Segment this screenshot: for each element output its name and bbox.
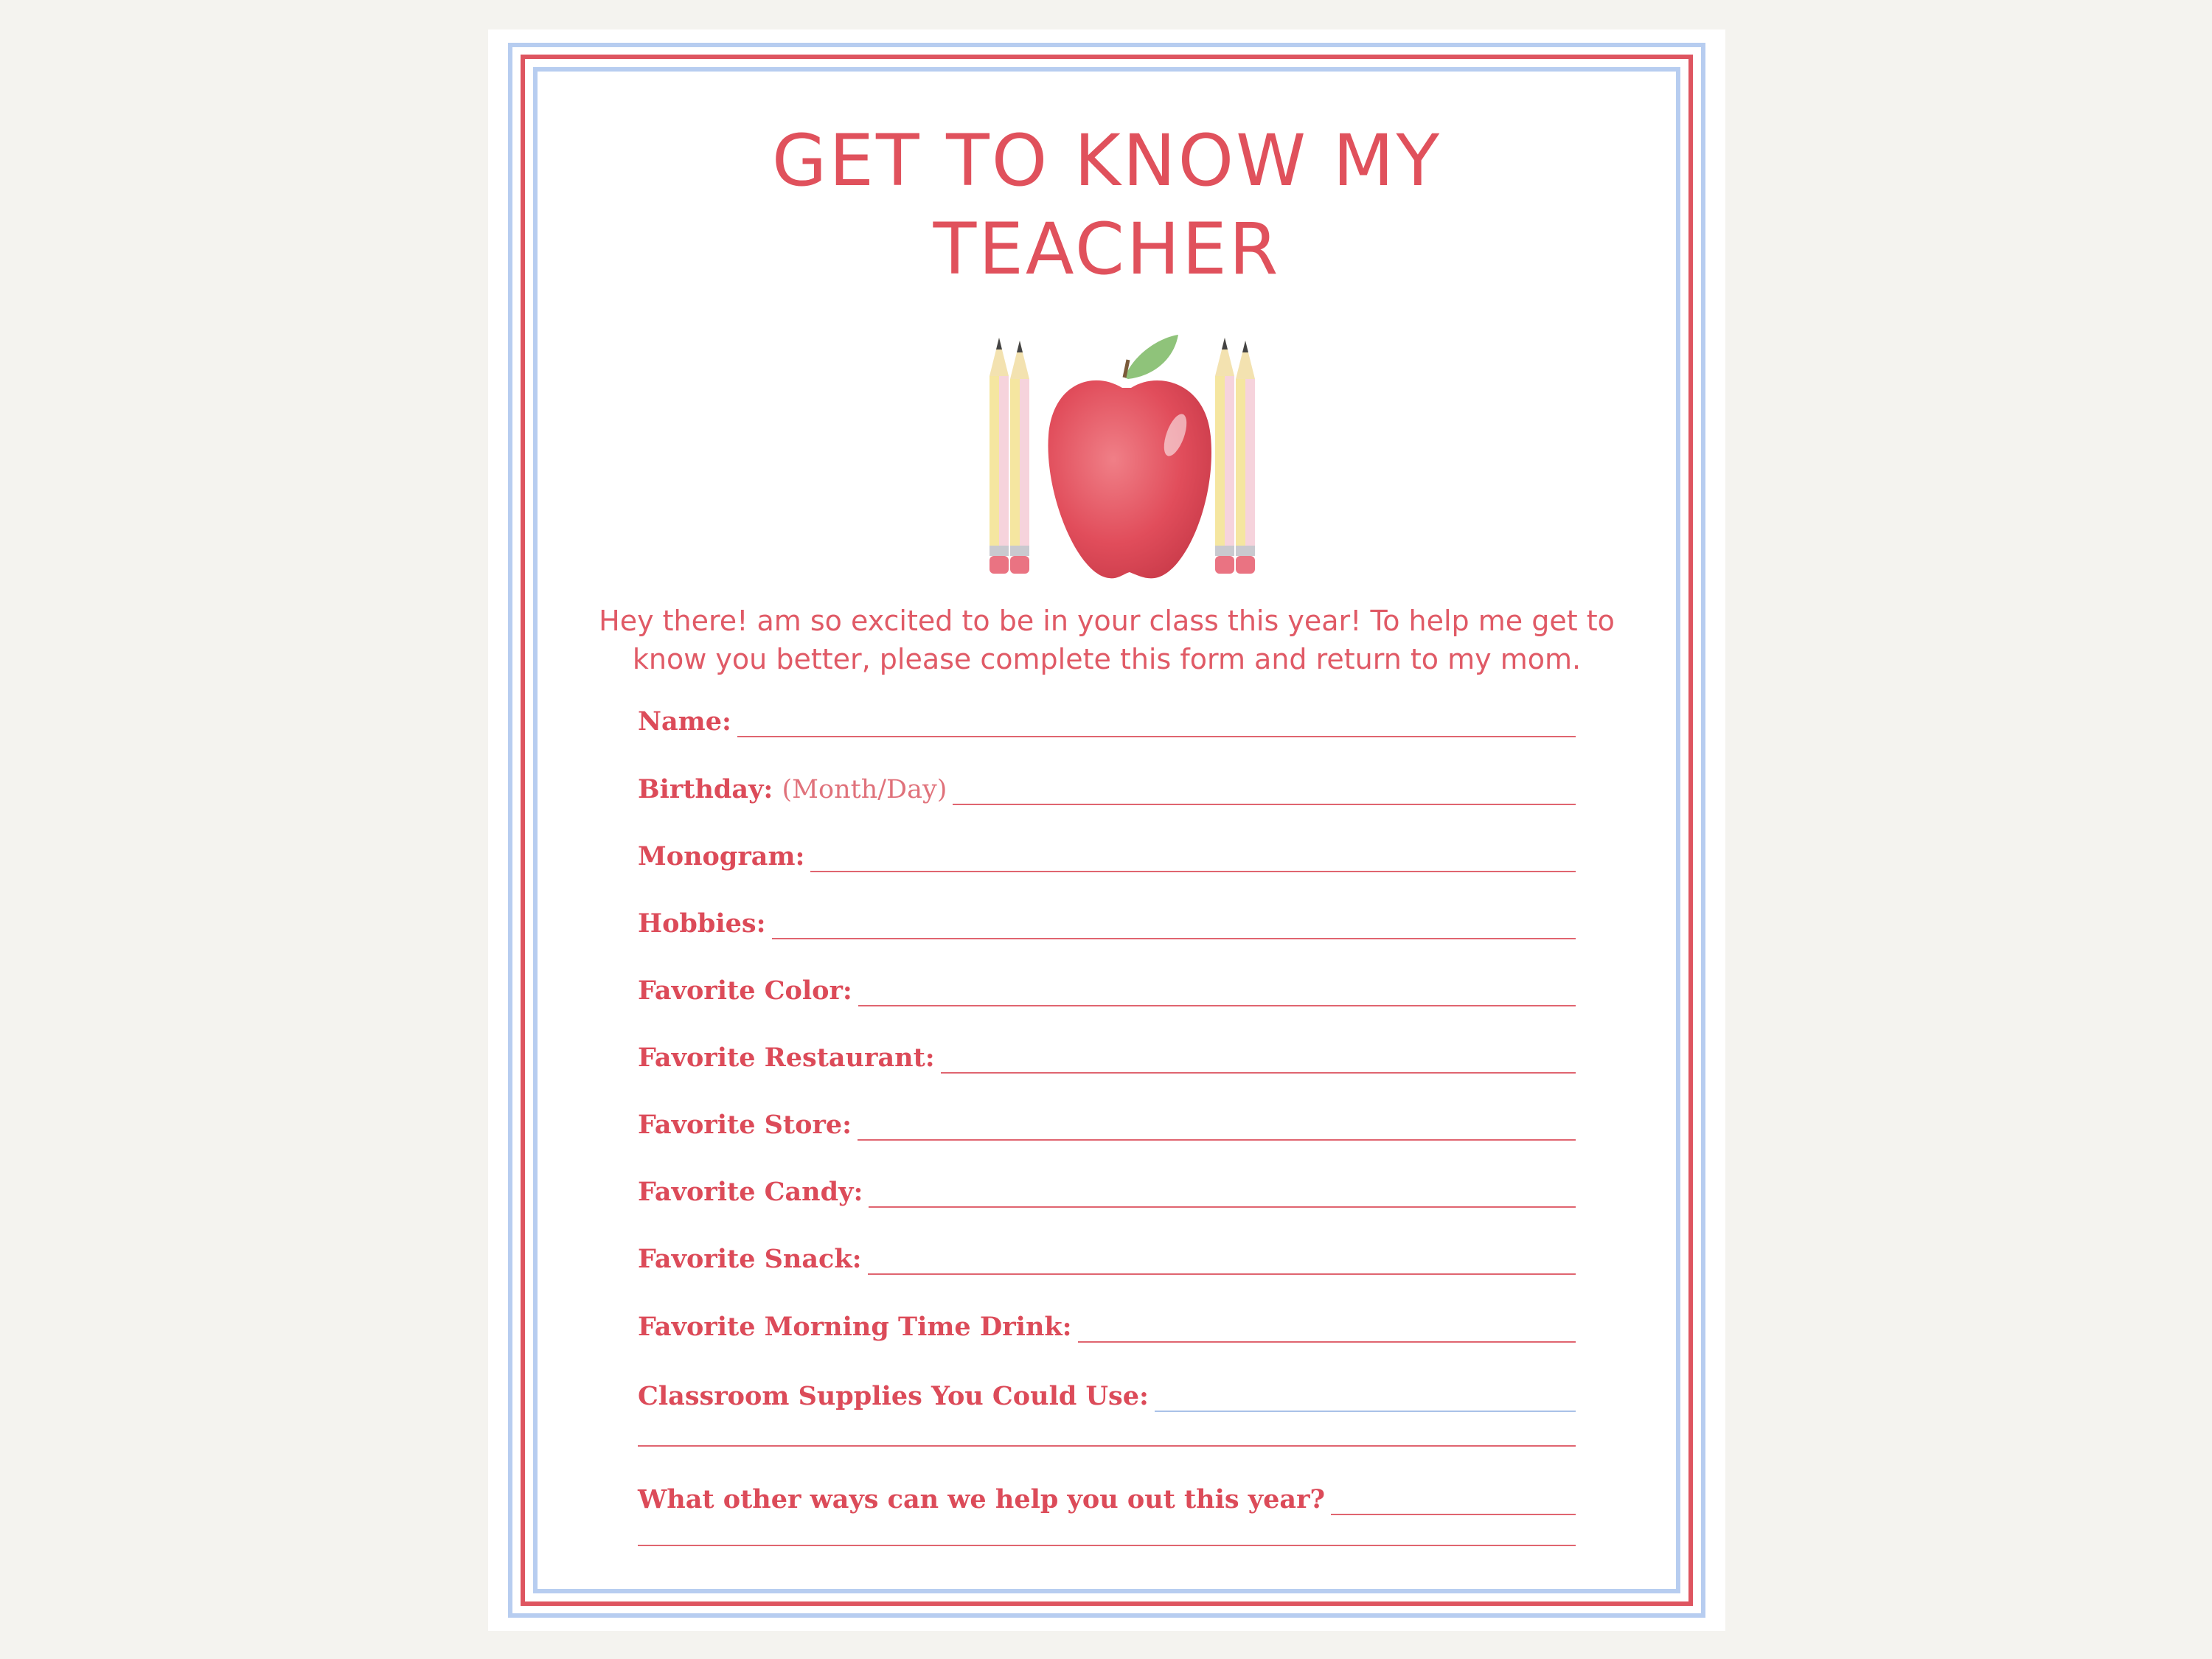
title-line-2: TEACHER <box>933 208 1281 291</box>
apple-icon <box>1048 335 1211 578</box>
favorite-store-field[interactable] <box>638 1096 1576 1141</box>
birthday-hint: (Month/Day) <box>782 775 947 804</box>
monogram-field[interactable] <box>638 828 1576 872</box>
favorite-drink-field[interactable] <box>638 1298 1576 1343</box>
favorite-snack-label: Favorite Snack: <box>638 1244 868 1275</box>
name-field[interactable] <box>638 693 1576 737</box>
favorite-snack-field[interactable] <box>638 1231 1576 1275</box>
pencil-icon <box>1215 338 1234 574</box>
worksheet-page <box>488 29 1725 1631</box>
name-line <box>638 736 1576 737</box>
pencil-icon <box>1236 341 1255 574</box>
intro-text-line-1: Hey there! am so excited to be in your class this year! To help me get to <box>599 605 1615 637</box>
classroom-supplies-field[interactable] <box>638 1368 1576 1412</box>
pencil-icon <box>990 338 1009 574</box>
favorite-restaurant-label: Favorite Restaurant: <box>638 1043 941 1074</box>
other-ways-line-2[interactable] <box>638 1545 1576 1546</box>
hobbies-label: Hobbies: <box>638 908 772 939</box>
favorite-candy-field[interactable] <box>638 1164 1576 1208</box>
monogram-label: Monogram: <box>638 841 810 872</box>
pencil-icon <box>1010 341 1029 574</box>
intro-text-line-2: know you better, please complete this form and return to my mom. <box>632 643 1582 675</box>
birthday-label-text: Birthday: <box>638 774 773 804</box>
hobbies-line <box>638 938 1576 939</box>
other-ways-label: What other ways can we help you out this year? <box>638 1484 1331 1515</box>
favorite-restaurant-field[interactable] <box>638 1029 1576 1074</box>
favorite-color-label: Favorite Color: <box>638 975 858 1006</box>
classroom-supplies-label: Classroom Supplies You Could Use: <box>638 1381 1155 1412</box>
classroom-supplies-line-2[interactable] <box>638 1445 1576 1447</box>
title-line-1: GET TO KNOW MY <box>771 119 1442 202</box>
favorite-store-label: Favorite Store: <box>638 1110 858 1141</box>
school-illustration <box>916 324 1329 590</box>
birthday-field[interactable] <box>638 761 1576 805</box>
favorite-candy-label: Favorite Candy: <box>638 1177 869 1208</box>
birthday-label <box>638 774 953 805</box>
name-label: Name: <box>638 706 737 737</box>
favorite-drink-label: Favorite Morning Time Drink: <box>638 1312 1078 1343</box>
hobbies-field[interactable] <box>638 895 1576 939</box>
other-ways-field[interactable] <box>638 1471 1576 1515</box>
favorite-color-field[interactable] <box>638 962 1576 1006</box>
